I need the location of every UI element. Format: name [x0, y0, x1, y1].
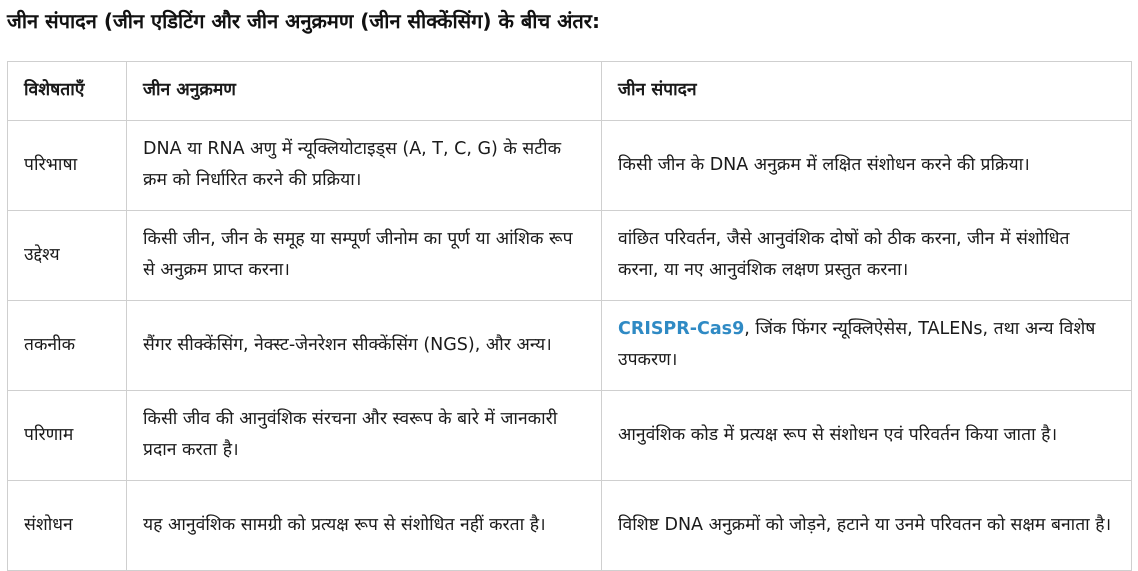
row-editing-cell: विशिष्ट DNA अनुक्रमों को जोड़ने, हटाने या उनमे परिवतन को सक्षम बनाता है।	[602, 481, 1132, 571]
table-row-purpose	[8, 211, 1132, 301]
column-header-feature: विशेषताएँ	[8, 62, 127, 121]
table-row-result	[8, 391, 1132, 481]
comparison-table	[7, 61, 1132, 571]
row-editing-cell	[602, 301, 1132, 391]
row-editing-cell: वांछित परिवर्तन, जैसे आनुवंशिक दोषों को ठीक करना, जीन में संशोधित करना, या नए आनुवंशिक लक्षण प्रस्तुत करना।	[602, 211, 1132, 301]
row-editing-cell: आनुवंशिक कोड में प्रत्यक्ष रूप से संशोधन एवं परिवर्तन किया जाता है।	[602, 391, 1132, 481]
row-feature-cell: परिभाषा	[8, 121, 127, 211]
row-editing-text: , जिंक फिंगर न्यूक्लिऐसेस, TALENs, तथा अन्य विशेष उपकरण।	[618, 319, 1096, 370]
row-sequencing-cell: DNA या RNA अणु में न्यूक्लियोटाइड्स (A, T, C, G) के सटीक क्रम को निर्धारित करने की प्रक्रिया।	[127, 121, 602, 211]
table-row-technique	[8, 301, 1132, 391]
column-header-editing: जीन संपादन	[602, 62, 1132, 121]
row-feature-cell: संशोधन	[8, 481, 127, 571]
page-title: जीन संपादन (जीन एडिटिंग और जीन अनुक्रमण (जीन सीक्केंसिंग) के बीच अंतर:	[7, 9, 600, 33]
row-sequencing-cell: किसी जीव की आनुवंशिक संरचना और स्वरूप के बारे में जानकारी प्रदान करता है।	[127, 391, 602, 481]
row-feature-cell: परिणाम	[8, 391, 127, 481]
table-row-modification	[8, 481, 1132, 571]
row-sequencing-cell: यह आनुवंशिक सामग्री को प्रत्यक्ष रूप से संशोधित नहीं करता है।	[127, 481, 602, 571]
row-feature-cell: तकनीक	[8, 301, 127, 391]
row-feature-cell: उद्देश्य	[8, 211, 127, 301]
crispr-cas9-link[interactable]: CRISPR-Cas9	[618, 319, 745, 339]
table-row-definition	[8, 121, 1132, 211]
row-sequencing-cell: किसी जीन, जीन के समूह या सम्पूर्ण जीनोम का पूर्ण या आंशिक रूप से अनुक्रम प्राप्त करना।	[127, 211, 602, 301]
column-header-sequencing: जीन अनुक्रमण	[127, 62, 602, 121]
row-editing-cell: किसी जीन के DNA अनुक्रम में लक्षित संशोधन करने की प्रक्रिया।	[602, 121, 1132, 211]
row-sequencing-cell: सैंगर सीक्केंसिंग, नेक्स्ट-जेनरेशन सीक्केंसिंग (NGS), और अन्य।	[127, 301, 602, 391]
table-header-row	[8, 62, 1132, 121]
